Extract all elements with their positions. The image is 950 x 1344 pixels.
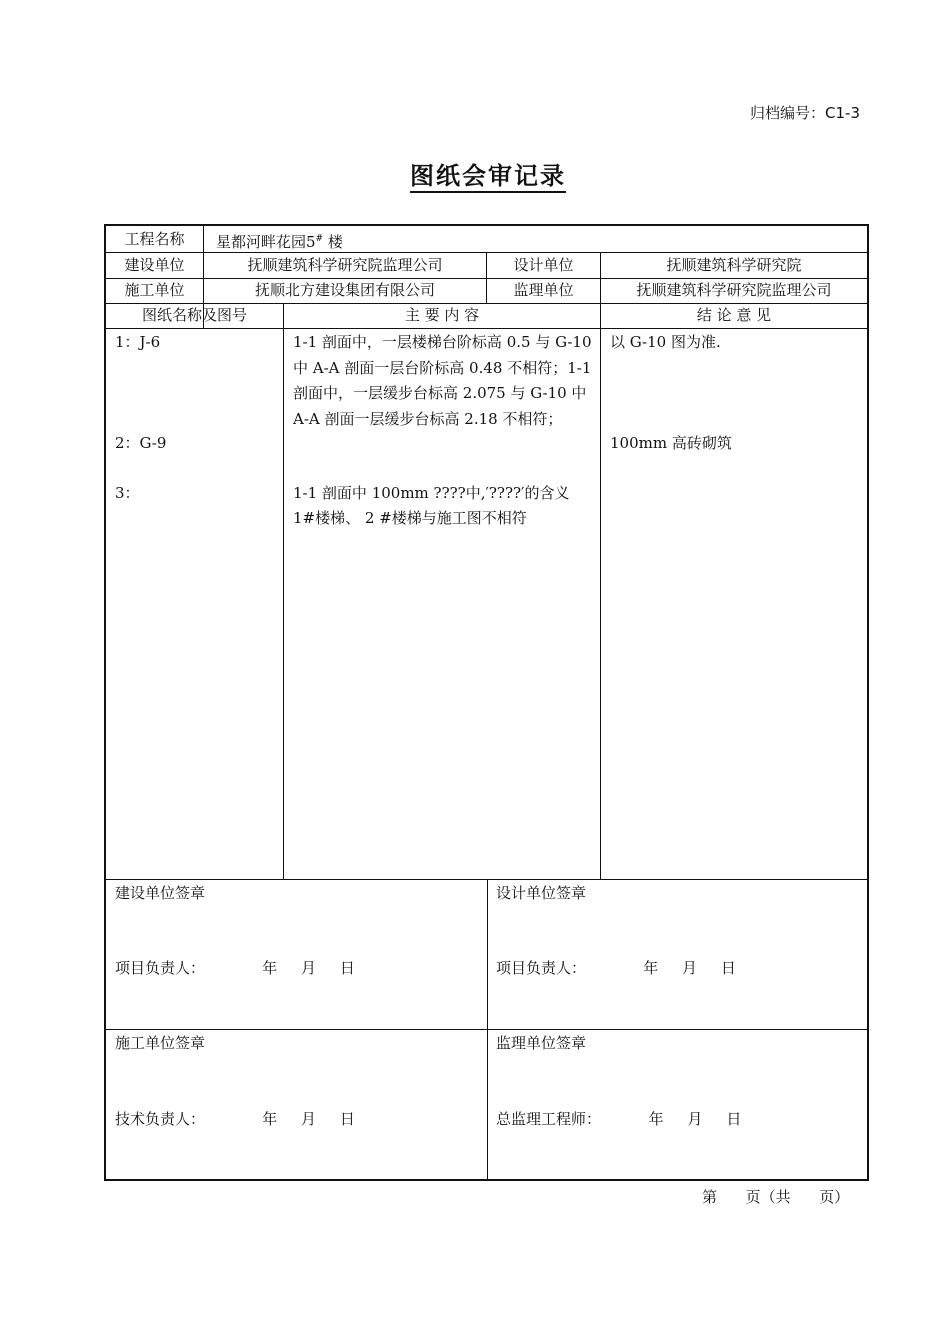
item-drawing: 1：J-6 xyxy=(115,333,161,351)
page-number: 第 页（共 页） xyxy=(702,1188,850,1206)
conclusion-column-header: 结 论 意 见 xyxy=(696,306,772,324)
supervisor-unit-value: 抚顺建筑科学研究院监理公司 xyxy=(636,281,832,299)
owner-signature-title: 建设单位签章 xyxy=(115,884,206,902)
owner-unit-value: 抚顺建筑科学研究院监理公司 xyxy=(247,256,443,274)
review-record-table xyxy=(104,224,869,1181)
owner-unit-label: 建设单位 xyxy=(124,256,185,274)
content-column-header: 主 要 内 容 xyxy=(404,306,480,324)
archive-number-label: 归档编号： xyxy=(750,104,826,122)
contractor-signature-title: 施工单位签章 xyxy=(115,1034,206,1052)
table-rule xyxy=(283,303,284,879)
archive-number xyxy=(750,102,860,123)
table-rule xyxy=(106,328,867,329)
contractor-unit-label: 施工单位 xyxy=(124,281,185,299)
contractor-unit-value: 抚顺北方建设集团有限公司 xyxy=(254,281,435,299)
supervisor-signature-line: 总监理工程师： 年 月 日 xyxy=(496,1110,742,1128)
page-title: 图纸会审记录 xyxy=(0,156,950,191)
table-rule xyxy=(600,252,601,879)
item-conclusion: 100mm 高砖砌筑 xyxy=(610,434,732,452)
table-rule xyxy=(487,879,488,1181)
item-conclusion: 以 G-10 图为准. xyxy=(610,333,721,351)
drawing-column-header: 图纸名称及图号 xyxy=(141,306,247,324)
item-content: 1#楼梯、 2 #楼梯与施工图不相符 xyxy=(293,509,527,527)
item-drawing: 3： xyxy=(115,484,140,502)
designer-signature-line: 项目负责人： 年 月 日 xyxy=(496,959,736,977)
designer-signature-title: 设计单位签章 xyxy=(496,884,587,902)
item-drawing: 2：G-9 xyxy=(115,434,167,452)
designer-unit-value: 抚顺建筑科学研究院 xyxy=(666,256,802,274)
item-content: 1-1 剖面中 100mm ????中,′????′的含义 xyxy=(293,484,570,502)
supervisor-signature-title: 监理单位签章 xyxy=(496,1034,587,1052)
project-name-value: 星都河畔花园5# 楼 xyxy=(216,233,343,251)
owner-signature-line: 项目负责人： 年 月 日 xyxy=(115,959,355,977)
item-content: 1-1 剖面中，一层楼梯台阶标高 0.5 与 G-10 中 A-A 剖面一层台阶标高 0.48 不相符；1-1 剖面中，一层缓步台标高 2.075 与 G-10 中 A-A 剖面一层缓步台标高 2.18 不相符； xyxy=(293,333,592,428)
designer-unit-label: 设计单位 xyxy=(513,256,574,274)
archive-number-value: C1-3 xyxy=(825,104,860,122)
project-name-label: 工程名称 xyxy=(124,230,185,248)
supervisor-unit-label: 监理单位 xyxy=(513,281,574,299)
contractor-signature-line: 技术负责人： 年 月 日 xyxy=(115,1110,355,1128)
